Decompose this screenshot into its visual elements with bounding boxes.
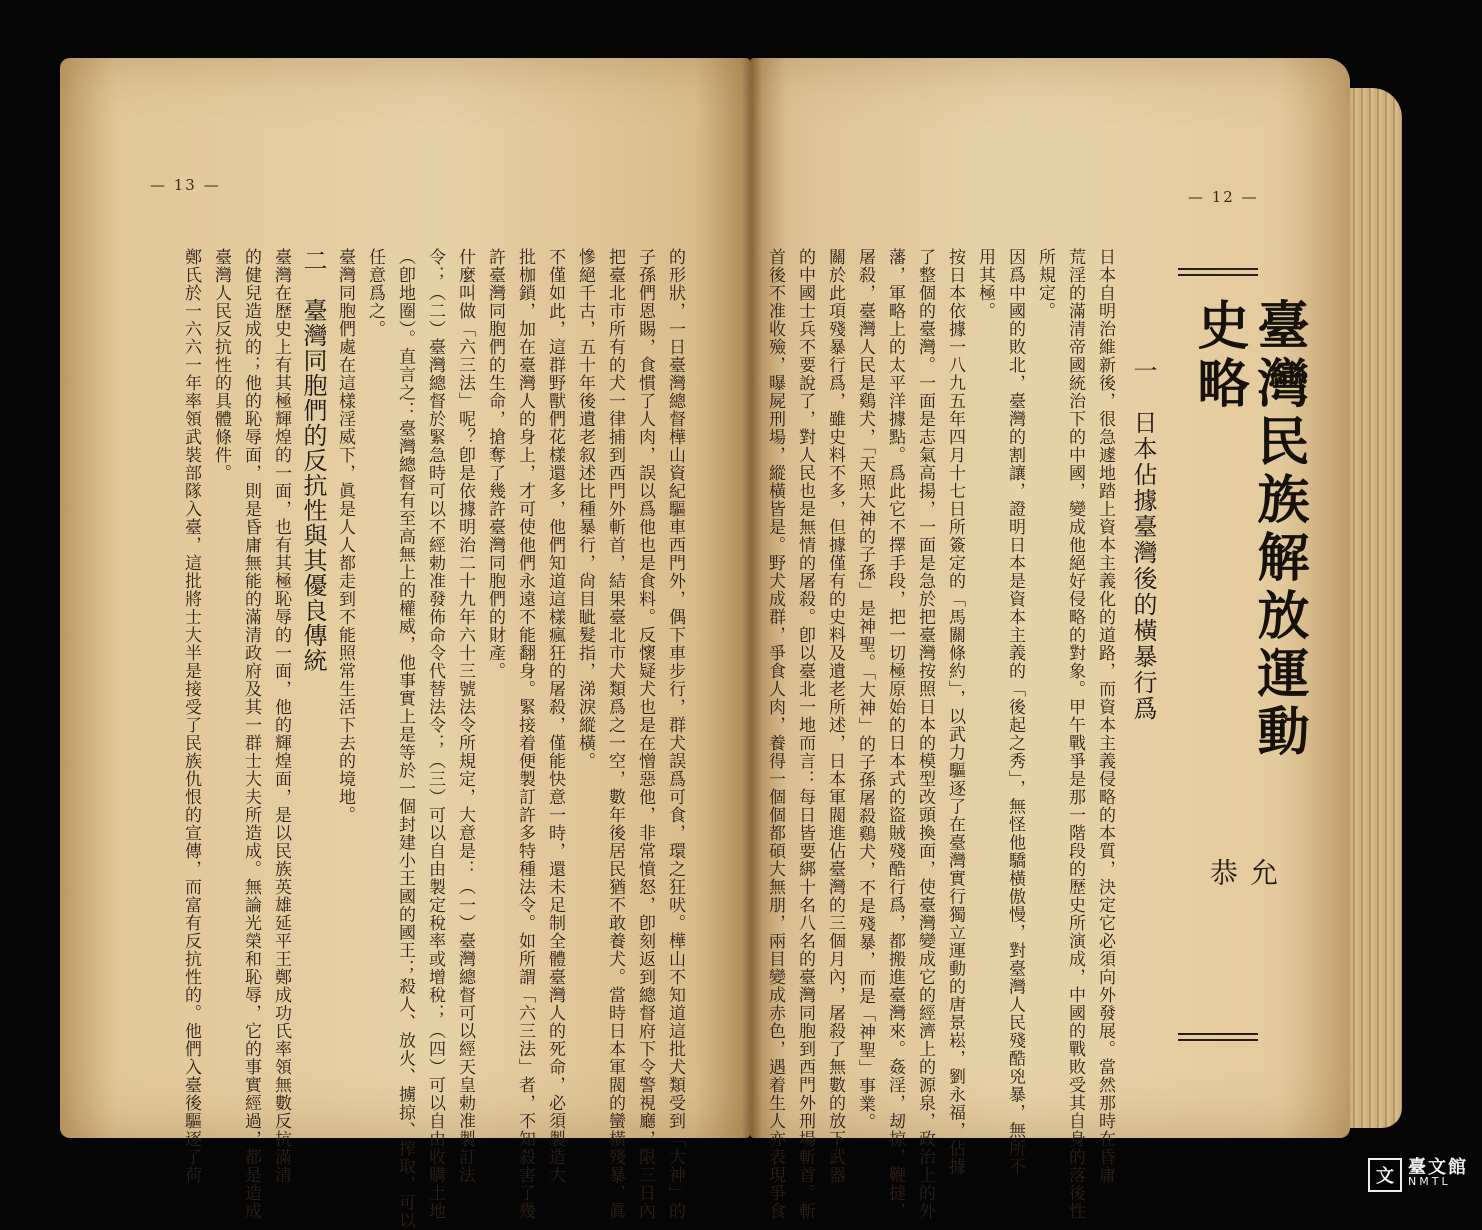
text-column: 子孫們恩賜，食慣了人肉，誤以爲他也是食料。反懷疑犬也是在憎惡他，非常憤怒，卽刻返到總督府下令警視廳，限三日內 (635, 248, 655, 1220)
title-rule-bottom-2 (1178, 1039, 1258, 1041)
text-column: 臺灣同胞們處在這樣淫威下，眞是人人都走到不能照常生活下去的境地。 (335, 248, 355, 824)
text-column: 的健兒造成的；他的恥辱面，則是昏庸無能的滿清政府及其一群士大夫所造成。無論光榮和恥辱，它的事實經過，都是造成 (241, 248, 261, 1220)
open-book (52, 58, 1412, 1230)
book-spine (742, 58, 762, 1138)
text-column: 所規定。 (1035, 248, 1055, 320)
text-column: 的中國士兵不要說了，對人民也是無情的屠殺。卽以臺北一地而言：每日皆要綁十名八名的臺灣同胞到西門外刑場斬首。斬 (795, 248, 815, 1220)
book-title: 臺灣民族解放運動史略 (1188, 298, 1309, 762)
text-column: 首後不准收殮，曝屍刑場，縱橫皆是。野犬成群，爭食人肉，養得一個個都碩大無朋，兩目變成赤色，遇着生人亦表現爭食 (765, 248, 785, 1220)
text-column: 慘絕千古，五十年後遺老叙述比種暴行，尙目眦髮指，涕淚縱橫。 (575, 248, 595, 770)
text-column: 許臺灣同胞們的生命，搶奪了幾許臺灣同胞們的財產。 (485, 248, 505, 680)
text-column: 因爲中國的敗北，臺灣的割讓，證明日本是資本主義的「後起之秀」，無怪他驕橫傲慢，對臺灣人民殘酷兇暴，無所不 (1005, 248, 1025, 1176)
title-rule-bottom (1178, 1033, 1258, 1035)
logo-name-en: NMTL (1408, 1175, 1451, 1188)
text-column: 什麼叫做「六三法」呢？卽是依據明治二十九年六十三號法令所規定，大意是：（一）臺灣總督可以經天皇勅准製訂法 (455, 248, 475, 1184)
text-column: 屠殺，臺灣人民是鷄犬，「天照大神的子孫」是神聖。「大神」的子孫屠殺鷄犬，不是殘暴，而是「神聖」事業。 (855, 248, 875, 1131)
right-text-block (765, 248, 1120, 1220)
text-column: 的形狀，一日臺灣總督樺山資紀驅車西門外，偶下車步行，群犬誤爲可食，環之狂吠。樺山不知道這批犬類受到「大神」的 (665, 248, 685, 1220)
text-column: 荒淫的滿清帝國統治下的中國，變成他絕好侵略的對象。甲午戰爭是那一階段的歷史所演成，中國的戰敗受其自身的落後性 (1065, 248, 1085, 1220)
nmtl-mark-icon: 文 (1368, 1158, 1402, 1192)
text-column: 藩，軍略上的太平洋據點。爲此它不擇手段，把一切極原始的日本式的盜賊殘酷行爲，都搬進臺灣來。姦淫，刼掠，鞭撻， (885, 248, 905, 1220)
right-page (750, 58, 1350, 1220)
text-column: 任意爲之。 (365, 248, 385, 338)
logo-name-cn: 臺文館 (1408, 1157, 1468, 1178)
title-rule-top-2 (1178, 274, 1258, 276)
text-column: 不僅如此，這群野獸們花樣還多，他們知道這樣瘋狂的屠殺，僅能快意一時，還未足制全體臺灣人的死命，必須製造大 (545, 248, 565, 1184)
text-column: 批枷鎖，加在臺灣人的身上，才可使他們永遠不能翻身。緊接着便製訂許多特種法令。如所謂「六三法」者，不知殺害了幾 (515, 248, 535, 1220)
text-column: 用其極。 (975, 248, 995, 320)
text-column: （卽地圈）。直言之：臺灣總督有至高無上的權威，他事實上是等於一個封建小王國的國王；殺人、放火、擄掠、搾取，可以 (395, 248, 415, 1230)
nmtl-logo (1368, 1158, 1468, 1192)
page-number-13: — 13 — (150, 176, 221, 194)
page-edges (1342, 88, 1402, 1128)
title-rule-top (1178, 268, 1258, 270)
text-column: 關於此項殘暴行爲，雖史料不多，但據僅有的史料及遺老所述，日本軍閥進佔臺灣的三個月內，屠殺了無數的放下武器 (825, 248, 845, 1184)
text-column: 了整個的臺灣。一面是志氣高揚，一面是急於把臺灣按照日本的模型改頭換面，使臺灣變成它的經濟上的源泉，政治上的外 (915, 248, 935, 1220)
text-column: 鄭氏於一六六一年率領武裝部隊入臺，這批將士大半是接受了民族仇恨的宣傳，而富有反抗性的。他們入臺後驅逐了荷 (181, 248, 201, 1184)
left-page (60, 58, 750, 1230)
text-column: 臺灣人民反抗性的具體條件。 (211, 248, 231, 482)
text-column: 臺灣在歷史上有其極輝煌的一面，也有其極恥辱的一面，他的輝煌面，是以民族英雄延平王鄭成功氏率領無數反抗滿清 (271, 248, 291, 1184)
text-column: 把臺北市所有的犬一律捕到西門外斬首，結果臺北市犬類爲之一空，數年後居民猶不敢養犬。當時日本軍閥的蠻橫殘暴，眞 (605, 248, 625, 1220)
text-column: 令；（二）臺灣總督於緊急時可以不經勅准發佈命令代替法令；（三）可以自由製定稅率或增稅；（四）可以自由收購土地 (425, 248, 445, 1220)
section-heading-1: 一 日本佔據臺灣後的橫暴行爲 (1129, 358, 1157, 722)
text-column: 按日本依據一八九五年四月十七日所簽定的「馬關條約」，以武力驅逐了在臺灣實行獨立運動的唐景崧，劉永福，佔據 (945, 248, 965, 1176)
left-text-block (50, 248, 690, 1230)
page-number-12: — 12 — (1188, 188, 1259, 206)
text-column: 日本自明治維新後，很急遽地踏上資本主義化的道路，而資本主義侵略的本質，決定它必須向外發展。當然那時在昏庸 (1095, 248, 1115, 1184)
author: 允 恭 (1206, 858, 1279, 994)
section-heading: 二 臺灣同胞們的反抗性與其優良傳統 (299, 248, 327, 673)
